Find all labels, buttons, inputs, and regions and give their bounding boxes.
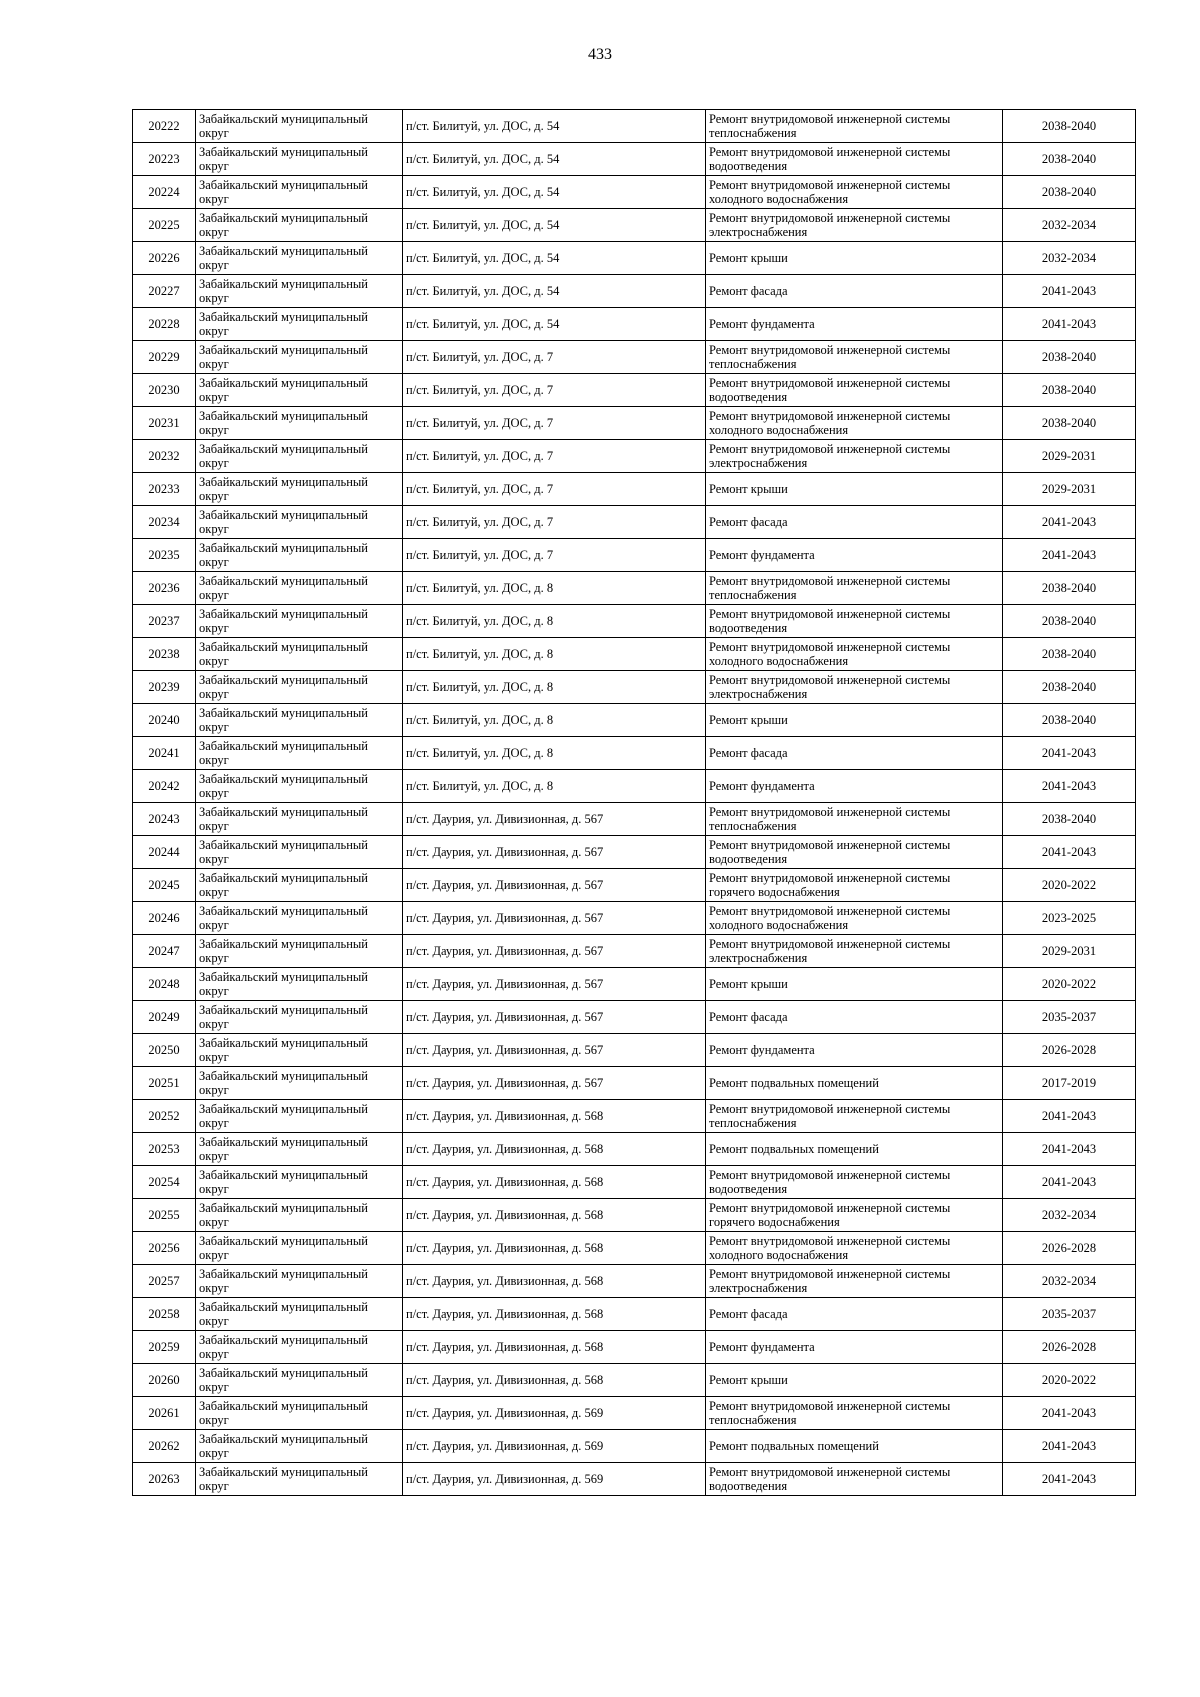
address-cell: п/ст. Билитуй, ул. ДОС, д. 7 [403, 407, 706, 440]
address-cell: п/ст. Билитуй, ул. ДОС, д. 7 [403, 341, 706, 374]
municipality-cell: Забайкальский муниципальный округ [196, 1067, 403, 1100]
address-cell: п/ст. Даурия, ул. Дивизионная, д. 568 [403, 1331, 706, 1364]
work-type-cell: Ремонт внутридомовой инженерной системы электроснабжения [706, 935, 1003, 968]
address-cell: п/ст. Билитуй, ул. ДОС, д. 7 [403, 539, 706, 572]
period-cell: 2041-2043 [1003, 275, 1136, 308]
row-number-cell: 20245 [133, 869, 196, 902]
row-number-cell: 20244 [133, 836, 196, 869]
municipality-cell: Забайкальский муниципальный округ [196, 1001, 403, 1034]
address-cell: п/ст. Билитуй, ул. ДОС, д. 7 [403, 506, 706, 539]
address-cell: п/ст. Билитуй, ул. ДОС, д. 54 [403, 275, 706, 308]
table-row [133, 506, 1136, 539]
address-cell: п/ст. Билитуй, ул. ДОС, д. 54 [403, 176, 706, 209]
row-number-cell: 20233 [133, 473, 196, 506]
work-type-cell: Ремонт фундамента [706, 1034, 1003, 1067]
row-number-cell: 20222 [133, 110, 196, 143]
work-type-cell: Ремонт внутридомовой инженерной системы водоотведения [706, 836, 1003, 869]
period-cell: 2020-2022 [1003, 1364, 1136, 1397]
period-cell: 2041-2043 [1003, 1133, 1136, 1166]
work-type-cell: Ремонт фасада [706, 1001, 1003, 1034]
work-type-cell: Ремонт крыши [706, 473, 1003, 506]
row-number-cell: 20232 [133, 440, 196, 473]
period-cell: 2032-2034 [1003, 209, 1136, 242]
address-cell: п/ст. Билитуй, ул. ДОС, д. 8 [403, 572, 706, 605]
address-cell: п/ст. Билитуй, ул. ДОС, д. 8 [403, 737, 706, 770]
address-cell: п/ст. Даурия, ул. Дивизионная, д. 567 [403, 968, 706, 1001]
row-number-cell: 20241 [133, 737, 196, 770]
work-type-cell: Ремонт внутридомовой инженерной системы водоотведения [706, 1463, 1003, 1496]
row-number-cell: 20230 [133, 374, 196, 407]
row-number-cell: 20237 [133, 605, 196, 638]
table-row [133, 1265, 1136, 1298]
address-cell: п/ст. Даурия, ул. Дивизионная, д. 568 [403, 1100, 706, 1133]
table-row [133, 209, 1136, 242]
municipality-cell: Забайкальский муниципальный округ [196, 473, 403, 506]
work-type-cell: Ремонт внутридомовой инженерной системы холодного водоснабжения [706, 1232, 1003, 1265]
work-type-cell: Ремонт внутридомовой инженерной системы холодного водоснабжения [706, 407, 1003, 440]
table-row [133, 1397, 1136, 1430]
municipality-cell: Забайкальский муниципальный округ [196, 803, 403, 836]
municipality-cell: Забайкальский муниципальный округ [196, 671, 403, 704]
period-cell: 2038-2040 [1003, 374, 1136, 407]
work-type-cell: Ремонт фундамента [706, 539, 1003, 572]
municipality-cell: Забайкальский муниципальный округ [196, 605, 403, 638]
address-cell: п/ст. Билитуй, ул. ДОС, д. 7 [403, 374, 706, 407]
municipality-cell: Забайкальский муниципальный округ [196, 440, 403, 473]
row-number-cell: 20223 [133, 143, 196, 176]
municipality-cell: Забайкальский муниципальный округ [196, 836, 403, 869]
period-cell: 2020-2022 [1003, 968, 1136, 1001]
work-type-cell: Ремонт подвальных помещений [706, 1067, 1003, 1100]
municipality-cell: Забайкальский муниципальный округ [196, 1100, 403, 1133]
row-number-cell: 20250 [133, 1034, 196, 1067]
table-row [133, 1232, 1136, 1265]
period-cell: 2038-2040 [1003, 638, 1136, 671]
row-number-cell: 20262 [133, 1430, 196, 1463]
municipality-cell: Забайкальский муниципальный округ [196, 968, 403, 1001]
row-number-cell: 20224 [133, 176, 196, 209]
municipality-cell: Забайкальский муниципальный округ [196, 770, 403, 803]
municipality-cell: Забайкальский муниципальный округ [196, 506, 403, 539]
period-cell: 2041-2043 [1003, 836, 1136, 869]
row-number-cell: 20229 [133, 341, 196, 374]
period-cell: 2038-2040 [1003, 341, 1136, 374]
address-cell: п/ст. Даурия, ул. Дивизионная, д. 569 [403, 1463, 706, 1496]
table-row [133, 638, 1136, 671]
period-cell: 2041-2043 [1003, 770, 1136, 803]
row-number-cell: 20251 [133, 1067, 196, 1100]
address-cell: п/ст. Билитуй, ул. ДОС, д. 7 [403, 473, 706, 506]
period-cell: 2038-2040 [1003, 671, 1136, 704]
row-number-cell: 20238 [133, 638, 196, 671]
row-number-cell: 20235 [133, 539, 196, 572]
work-type-cell: Ремонт фасада [706, 737, 1003, 770]
row-number-cell: 20249 [133, 1001, 196, 1034]
row-number-cell: 20260 [133, 1364, 196, 1397]
work-type-cell: Ремонт фасада [706, 275, 1003, 308]
municipality-cell: Забайкальский муниципальный округ [196, 1265, 403, 1298]
work-type-cell: Ремонт крыши [706, 968, 1003, 1001]
period-cell: 2038-2040 [1003, 605, 1136, 638]
table-row [133, 374, 1136, 407]
table-row [133, 1133, 1136, 1166]
work-type-cell: Ремонт внутридомовой инженерной системы теплоснабжения [706, 572, 1003, 605]
period-cell: 2041-2043 [1003, 308, 1136, 341]
municipality-cell: Забайкальский муниципальный округ [196, 176, 403, 209]
address-cell: п/ст. Даурия, ул. Дивизионная, д. 569 [403, 1430, 706, 1463]
table-row [133, 1067, 1136, 1100]
table-row [133, 803, 1136, 836]
table-row [133, 935, 1136, 968]
work-type-cell: Ремонт подвальных помещений [706, 1430, 1003, 1463]
address-cell: п/ст. Билитуй, ул. ДОС, д. 7 [403, 440, 706, 473]
work-type-cell: Ремонт внутридомовой инженерной системы теплоснабжения [706, 1397, 1003, 1430]
work-type-cell: Ремонт внутридомовой инженерной системы водоотведения [706, 143, 1003, 176]
work-type-cell: Ремонт внутридомовой инженерной системы теплоснабжения [706, 110, 1003, 143]
table-row [133, 1331, 1136, 1364]
row-number-cell: 20243 [133, 803, 196, 836]
municipality-cell: Забайкальский муниципальный округ [196, 869, 403, 902]
address-cell: п/ст. Даурия, ул. Дивизионная, д. 568 [403, 1298, 706, 1331]
address-cell: п/ст. Билитуй, ул. ДОС, д. 54 [403, 308, 706, 341]
work-type-cell: Ремонт крыши [706, 704, 1003, 737]
municipality-cell: Забайкальский муниципальный округ [196, 1166, 403, 1199]
municipality-cell: Забайкальский муниципальный округ [196, 1463, 403, 1496]
table-row [133, 1199, 1136, 1232]
period-cell: 2038-2040 [1003, 803, 1136, 836]
period-cell: 2041-2043 [1003, 1430, 1136, 1463]
address-cell: п/ст. Даурия, ул. Дивизионная, д. 568 [403, 1166, 706, 1199]
row-number-cell: 20236 [133, 572, 196, 605]
row-number-cell: 20239 [133, 671, 196, 704]
address-cell: п/ст. Билитуй, ул. ДОС, д. 54 [403, 143, 706, 176]
period-cell: 2035-2037 [1003, 1298, 1136, 1331]
address-cell: п/ст. Даурия, ул. Дивизионная, д. 567 [403, 803, 706, 836]
table-row [133, 770, 1136, 803]
period-cell: 2038-2040 [1003, 143, 1136, 176]
period-cell: 2041-2043 [1003, 737, 1136, 770]
row-number-cell: 20246 [133, 902, 196, 935]
period-cell: 2029-2031 [1003, 473, 1136, 506]
period-cell: 2032-2034 [1003, 1265, 1136, 1298]
table-row [133, 308, 1136, 341]
municipality-cell: Забайкальский муниципальный округ [196, 407, 403, 440]
table-body [133, 110, 1136, 1496]
address-cell: п/ст. Билитуй, ул. ДОС, д. 8 [403, 770, 706, 803]
period-cell: 2041-2043 [1003, 1397, 1136, 1430]
row-number-cell: 20225 [133, 209, 196, 242]
table-row [133, 176, 1136, 209]
table-row [133, 869, 1136, 902]
table-row [133, 572, 1136, 605]
table-row [133, 275, 1136, 308]
table-row [133, 737, 1136, 770]
row-number-cell: 20231 [133, 407, 196, 440]
municipality-cell: Забайкальский муниципальный округ [196, 209, 403, 242]
row-number-cell: 20228 [133, 308, 196, 341]
municipality-cell: Забайкальский муниципальный округ [196, 1331, 403, 1364]
work-type-cell: Ремонт фундамента [706, 308, 1003, 341]
work-type-cell: Ремонт фундамента [706, 1331, 1003, 1364]
work-type-cell: Ремонт подвальных помещений [706, 1133, 1003, 1166]
period-cell: 2041-2043 [1003, 539, 1136, 572]
row-number-cell: 20247 [133, 935, 196, 968]
period-cell: 2032-2034 [1003, 1199, 1136, 1232]
work-type-cell: Ремонт внутридомовой инженерной системы водоотведения [706, 374, 1003, 407]
period-cell: 2026-2028 [1003, 1034, 1136, 1067]
municipality-cell: Забайкальский муниципальный округ [196, 1298, 403, 1331]
table-row [133, 110, 1136, 143]
municipality-cell: Забайкальский муниципальный округ [196, 737, 403, 770]
municipality-cell: Забайкальский муниципальный округ [196, 902, 403, 935]
municipality-cell: Забайкальский муниципальный округ [196, 143, 403, 176]
municipality-cell: Забайкальский муниципальный округ [196, 341, 403, 374]
address-cell: п/ст. Даурия, ул. Дивизионная, д. 568 [403, 1232, 706, 1265]
address-cell: п/ст. Билитуй, ул. ДОС, д. 54 [403, 242, 706, 275]
table-row [133, 836, 1136, 869]
period-cell: 2020-2022 [1003, 869, 1136, 902]
municipality-cell: Забайкальский муниципальный округ [196, 275, 403, 308]
municipality-cell: Забайкальский муниципальный округ [196, 1397, 403, 1430]
table-row [133, 1034, 1136, 1067]
address-cell: п/ст. Билитуй, ул. ДОС, д. 54 [403, 209, 706, 242]
period-cell: 2038-2040 [1003, 407, 1136, 440]
table-row [133, 1001, 1136, 1034]
period-cell: 2038-2040 [1003, 704, 1136, 737]
address-cell: п/ст. Билитуй, ул. ДОС, д. 54 [403, 110, 706, 143]
table-row [133, 605, 1136, 638]
table-row [133, 242, 1136, 275]
period-cell: 2035-2037 [1003, 1001, 1136, 1034]
period-cell: 2041-2043 [1003, 506, 1136, 539]
municipality-cell: Забайкальский муниципальный округ [196, 242, 403, 275]
municipality-cell: Забайкальский муниципальный округ [196, 539, 403, 572]
table-row [133, 407, 1136, 440]
table-row [133, 143, 1136, 176]
page-number: 433 [588, 46, 612, 63]
period-cell: 2038-2040 [1003, 572, 1136, 605]
table-row [133, 473, 1136, 506]
table-row [133, 968, 1136, 1001]
address-cell: п/ст. Билитуй, ул. ДОС, д. 8 [403, 638, 706, 671]
table-row [133, 1100, 1136, 1133]
table-row [133, 440, 1136, 473]
address-cell: п/ст. Даурия, ул. Дивизионная, д. 567 [403, 902, 706, 935]
work-type-cell: Ремонт фундамента [706, 770, 1003, 803]
address-cell: п/ст. Даурия, ул. Дивизионная, д. 567 [403, 836, 706, 869]
municipality-cell: Забайкальский муниципальный округ [196, 1199, 403, 1232]
period-cell: 2023-2025 [1003, 902, 1136, 935]
table-row [133, 704, 1136, 737]
period-cell: 2026-2028 [1003, 1331, 1136, 1364]
work-type-cell: Ремонт внутридомовой инженерной системы горячего водоснабжения [706, 1199, 1003, 1232]
work-type-cell: Ремонт внутридомовой инженерной системы холодного водоснабжения [706, 176, 1003, 209]
table-row [133, 1430, 1136, 1463]
work-type-cell: Ремонт фасада [706, 1298, 1003, 1331]
address-cell: п/ст. Билитуй, ул. ДОС, д. 8 [403, 671, 706, 704]
row-number-cell: 20257 [133, 1265, 196, 1298]
row-number-cell: 20226 [133, 242, 196, 275]
row-number-cell: 20255 [133, 1199, 196, 1232]
work-type-cell: Ремонт фасада [706, 506, 1003, 539]
work-type-cell: Ремонт внутридомовой инженерной системы горячего водоснабжения [706, 869, 1003, 902]
municipality-cell: Забайкальский муниципальный округ [196, 1133, 403, 1166]
period-cell: 2038-2040 [1003, 110, 1136, 143]
row-number-cell: 20240 [133, 704, 196, 737]
work-type-cell: Ремонт внутридомовой инженерной системы холодного водоснабжения [706, 902, 1003, 935]
row-number-cell: 20254 [133, 1166, 196, 1199]
row-number-cell: 20263 [133, 1463, 196, 1496]
row-number-cell: 20234 [133, 506, 196, 539]
address-cell: п/ст. Даурия, ул. Дивизионная, д. 568 [403, 1364, 706, 1397]
period-cell: 2029-2031 [1003, 935, 1136, 968]
municipality-cell: Забайкальский муниципальный округ [196, 308, 403, 341]
row-number-cell: 20227 [133, 275, 196, 308]
row-number-cell: 20259 [133, 1331, 196, 1364]
municipality-cell: Забайкальский муниципальный округ [196, 1364, 403, 1397]
municipality-cell: Забайкальский муниципальный округ [196, 1232, 403, 1265]
work-type-cell: Ремонт внутридомовой инженерной системы электроснабжения [706, 671, 1003, 704]
table-row [133, 1166, 1136, 1199]
work-type-cell: Ремонт внутридомовой инженерной системы водоотведения [706, 605, 1003, 638]
municipality-cell: Забайкальский муниципальный округ [196, 572, 403, 605]
period-cell: 2038-2040 [1003, 176, 1136, 209]
municipality-cell: Забайкальский муниципальный округ [196, 374, 403, 407]
address-cell: п/ст. Билитуй, ул. ДОС, д. 8 [403, 704, 706, 737]
table-row [133, 1463, 1136, 1496]
municipality-cell: Забайкальский муниципальный округ [196, 1430, 403, 1463]
address-cell: п/ст. Даурия, ул. Дивизионная, д. 567 [403, 1001, 706, 1034]
period-cell: 2026-2028 [1003, 1232, 1136, 1265]
address-cell: п/ст. Даурия, ул. Дивизионная, д. 568 [403, 1199, 706, 1232]
row-number-cell: 20256 [133, 1232, 196, 1265]
period-cell: 2041-2043 [1003, 1100, 1136, 1133]
address-cell: п/ст. Даурия, ул. Дивизионная, д. 567 [403, 869, 706, 902]
municipality-cell: Забайкальский муниципальный округ [196, 110, 403, 143]
municipality-cell: Забайкальский муниципальный округ [196, 638, 403, 671]
table-row [133, 539, 1136, 572]
address-cell: п/ст. Даурия, ул. Дивизионная, д. 568 [403, 1265, 706, 1298]
row-number-cell: 20248 [133, 968, 196, 1001]
period-cell: 2041-2043 [1003, 1463, 1136, 1496]
address-cell: п/ст. Билитуй, ул. ДОС, д. 8 [403, 605, 706, 638]
address-cell: п/ст. Даурия, ул. Дивизионная, д. 569 [403, 1397, 706, 1430]
period-cell: 2017-2019 [1003, 1067, 1136, 1100]
work-type-cell: Ремонт внутридомовой инженерной системы электроснабжения [706, 1265, 1003, 1298]
work-type-cell: Ремонт крыши [706, 1364, 1003, 1397]
work-type-cell: Ремонт внутридомовой инженерной системы теплоснабжения [706, 803, 1003, 836]
row-number-cell: 20252 [133, 1100, 196, 1133]
row-number-cell: 20242 [133, 770, 196, 803]
municipality-cell: Забайкальский муниципальный округ [196, 935, 403, 968]
table-row [133, 1298, 1136, 1331]
work-type-cell: Ремонт внутридомовой инженерной системы теплоснабжения [706, 341, 1003, 374]
address-cell: п/ст. Даурия, ул. Дивизионная, д. 568 [403, 1133, 706, 1166]
municipality-cell: Забайкальский муниципальный округ [196, 1034, 403, 1067]
row-number-cell: 20253 [133, 1133, 196, 1166]
repair-schedule-table [132, 109, 1136, 1496]
work-type-cell: Ремонт внутридомовой инженерной системы теплоснабжения [706, 1100, 1003, 1133]
work-type-cell: Ремонт внутридомовой инженерной системы водоотведения [706, 1166, 1003, 1199]
address-cell: п/ст. Даурия, ул. Дивизионная, д. 567 [403, 1034, 706, 1067]
table-row [133, 341, 1136, 374]
municipality-cell: Забайкальский муниципальный округ [196, 704, 403, 737]
table-row [133, 1364, 1136, 1397]
work-type-cell: Ремонт внутридомовой инженерной системы холодного водоснабжения [706, 638, 1003, 671]
work-type-cell: Ремонт внутридомовой инженерной системы электроснабжения [706, 209, 1003, 242]
period-cell: 2032-2034 [1003, 242, 1136, 275]
row-number-cell: 20258 [133, 1298, 196, 1331]
address-cell: п/ст. Даурия, ул. Дивизионная, д. 567 [403, 935, 706, 968]
table-row [133, 902, 1136, 935]
work-type-cell: Ремонт крыши [706, 242, 1003, 275]
period-cell: 2041-2043 [1003, 1166, 1136, 1199]
period-cell: 2029-2031 [1003, 440, 1136, 473]
work-type-cell: Ремонт внутридомовой инженерной системы электроснабжения [706, 440, 1003, 473]
address-cell: п/ст. Даурия, ул. Дивизионная, д. 567 [403, 1067, 706, 1100]
row-number-cell: 20261 [133, 1397, 196, 1430]
table-row [133, 671, 1136, 704]
